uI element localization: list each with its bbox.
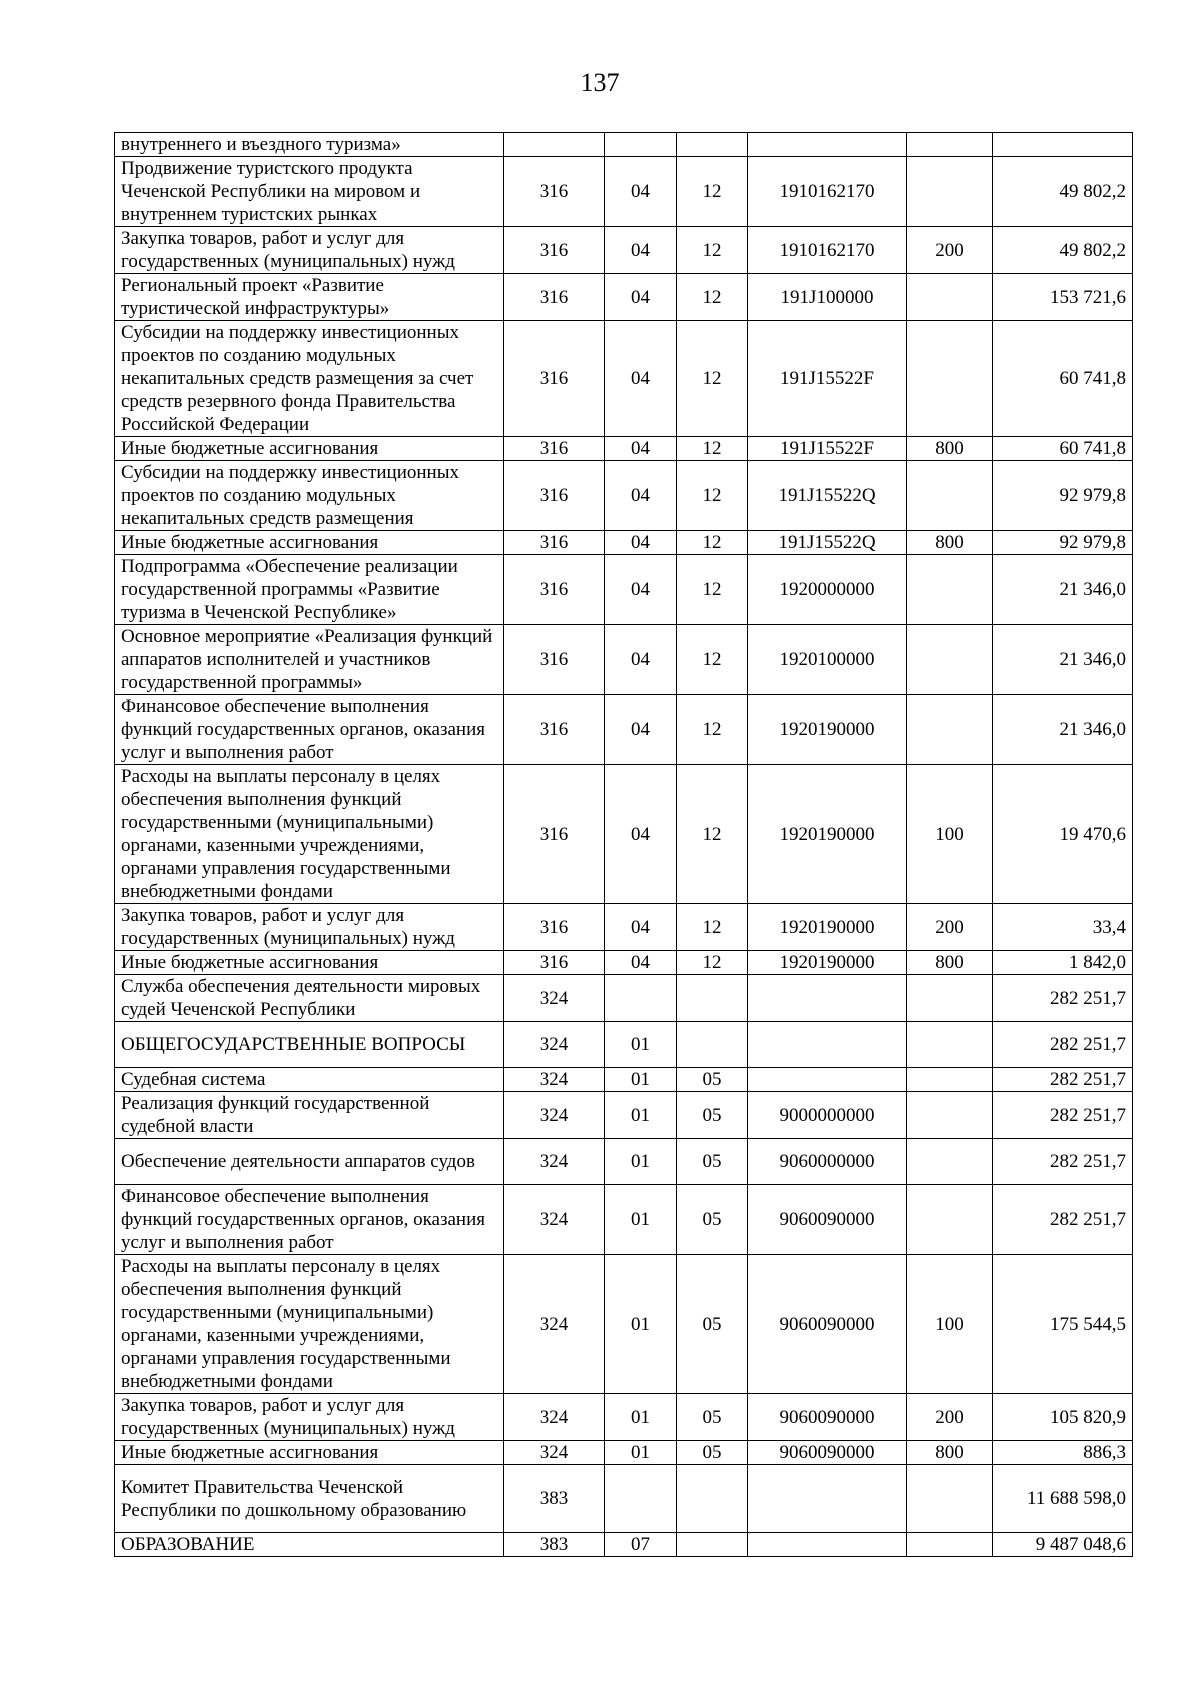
row-target-article: 191J15522F (748, 321, 907, 437)
row-section (605, 1465, 677, 1533)
row-amount (993, 133, 1133, 157)
row-subsection: 12 (677, 461, 748, 531)
row-section: 04 (605, 461, 677, 531)
row-amount: 60 741,8 (993, 437, 1133, 461)
row-subsection (677, 1533, 748, 1557)
table-row (115, 1441, 1133, 1465)
table-row (115, 157, 1133, 227)
row-expense-type (907, 1092, 993, 1139)
row-name: ОБРАЗОВАНИЕ (115, 1533, 504, 1557)
row-section: 04 (605, 555, 677, 625)
row-target-article: 191J15522F (748, 437, 907, 461)
row-expense-type (907, 1022, 993, 1068)
row-amount: 1 842,0 (993, 951, 1133, 975)
row-subsection: 12 (677, 695, 748, 765)
row-target-article: 1920190000 (748, 765, 907, 904)
row-section: 01 (605, 1139, 677, 1185)
row-target-article: 1920190000 (748, 695, 907, 765)
table-row (115, 1255, 1133, 1394)
row-subsection (677, 1465, 748, 1533)
row-target-article: 1910162170 (748, 227, 907, 274)
row-ved: 316 (504, 904, 605, 951)
row-subsection: 05 (677, 1394, 748, 1441)
row-target-article (748, 975, 907, 1022)
row-section: 04 (605, 531, 677, 555)
row-expense-type (907, 1465, 993, 1533)
row-section: 04 (605, 437, 677, 461)
table-row (115, 555, 1133, 625)
row-subsection: 12 (677, 904, 748, 951)
row-target-article: 1920100000 (748, 625, 907, 695)
row-subsection: 05 (677, 1139, 748, 1185)
row-amount: 175 544,5 (993, 1255, 1133, 1394)
row-expense-type: 100 (907, 1255, 993, 1394)
row-ved (504, 133, 605, 157)
row-ved: 383 (504, 1533, 605, 1557)
row-expense-type (907, 461, 993, 531)
row-subsection: 05 (677, 1441, 748, 1465)
row-section (605, 975, 677, 1022)
row-section: 01 (605, 1255, 677, 1394)
row-subsection: 12 (677, 765, 748, 904)
table-row (115, 227, 1133, 274)
table-row (115, 1139, 1133, 1185)
row-name: Служба обеспечения деятельности мировых судей Чеченской Республики (115, 975, 504, 1022)
row-expense-type (907, 321, 993, 437)
row-name: Финансовое обеспечение выполнения функций государственных органов, оказания услуг и выполнения работ (115, 1185, 504, 1255)
row-section: 04 (605, 765, 677, 904)
row-subsection: 12 (677, 531, 748, 555)
row-name: Иные бюджетные ассигнования (115, 437, 504, 461)
row-subsection: 05 (677, 1255, 748, 1394)
row-target-article (748, 1068, 907, 1092)
row-section: 04 (605, 274, 677, 321)
row-subsection: 12 (677, 157, 748, 227)
row-ved: 316 (504, 625, 605, 695)
row-ved: 324 (504, 1255, 605, 1394)
row-name: Региональный проект «Развитие туристической инфраструктуры» (115, 274, 504, 321)
row-name: Закупка товаров, работ и услуг для государственных (муниципальных) нужд (115, 904, 504, 951)
table-row (115, 1533, 1133, 1557)
row-section: 01 (605, 1441, 677, 1465)
row-expense-type: 100 (907, 765, 993, 904)
row-name: Финансовое обеспечение выполнения функций государственных органов, оказания услуг и выполнения работ (115, 695, 504, 765)
row-section: 04 (605, 625, 677, 695)
row-ved: 316 (504, 765, 605, 904)
row-target-article (748, 1465, 907, 1533)
row-amount: 19 470,6 (993, 765, 1133, 904)
row-subsection: 12 (677, 625, 748, 695)
row-expense-type: 200 (907, 1394, 993, 1441)
row-amount: 11 688 598,0 (993, 1465, 1133, 1533)
row-name: Подпрограмма «Обеспечение реализации государственной программы «Развитие туризма в Чеченской Республике» (115, 555, 504, 625)
table-body (115, 133, 1133, 1557)
row-name: Расходы на выплаты персоналу в целях обеспечения выполнения функций государственными (муниципальными) органами, казенными учреждениями, органами управления государственными внебюджетными фондами (115, 1255, 504, 1394)
row-name: Закупка товаров, работ и услуг для государственных (муниципальных) нужд (115, 227, 504, 274)
table-row (115, 461, 1133, 531)
row-name: Расходы на выплаты персоналу в целях обеспечения выполнения функций государственными (муниципальными) органами, казенными учреждениями, органами управления государственными внебюджетными фондами (115, 765, 504, 904)
row-amount: 21 346,0 (993, 695, 1133, 765)
row-amount: 282 251,7 (993, 1092, 1133, 1139)
row-section: 04 (605, 321, 677, 437)
row-amount: 282 251,7 (993, 1139, 1133, 1185)
row-subsection: 12 (677, 437, 748, 461)
row-expense-type (907, 695, 993, 765)
row-name: ОБЩЕГОСУДАРСТВЕННЫЕ ВОПРОСЫ (115, 1022, 504, 1068)
row-ved: 316 (504, 461, 605, 531)
row-target-article: 1920190000 (748, 951, 907, 975)
row-target-article: 191J100000 (748, 274, 907, 321)
row-name: Закупка товаров, работ и услуг для государственных (муниципальных) нужд (115, 1394, 504, 1441)
table-row (115, 274, 1133, 321)
row-subsection: 05 (677, 1185, 748, 1255)
row-amount: 9 487 048,6 (993, 1533, 1133, 1557)
table-row (115, 1185, 1133, 1255)
table-row (115, 951, 1133, 975)
row-ved: 324 (504, 1139, 605, 1185)
row-ved: 316 (504, 274, 605, 321)
row-expense-type (907, 274, 993, 321)
row-subsection: 05 (677, 1092, 748, 1139)
table-row (115, 695, 1133, 765)
row-expense-type (907, 555, 993, 625)
table-row (115, 765, 1133, 904)
row-section: 01 (605, 1185, 677, 1255)
table-row (115, 904, 1133, 951)
row-expense-type (907, 1068, 993, 1092)
row-section: 01 (605, 1394, 677, 1441)
row-target-article (748, 1533, 907, 1557)
row-name: Субсидии на поддержку инвестиционных проектов по созданию модульных некапитальных средств размещения (115, 461, 504, 531)
row-amount: 92 979,8 (993, 531, 1133, 555)
row-amount: 153 721,6 (993, 274, 1133, 321)
table-row (115, 1092, 1133, 1139)
row-subsection: 12 (677, 321, 748, 437)
table-row (115, 975, 1133, 1022)
row-target-article (748, 133, 907, 157)
table-row (115, 133, 1133, 157)
table-row (115, 1394, 1133, 1441)
row-name: внутреннего и въездного туризма» (115, 133, 504, 157)
row-name: Основное мероприятие «Реализация функций аппаратов исполнителей и участников государственной программы» (115, 625, 504, 695)
row-expense-type (907, 157, 993, 227)
table-row (115, 437, 1133, 461)
table-row (115, 531, 1133, 555)
row-ved: 316 (504, 531, 605, 555)
row-ved: 316 (504, 951, 605, 975)
row-ved: 324 (504, 1068, 605, 1092)
row-amount: 49 802,2 (993, 157, 1133, 227)
row-subsection: 12 (677, 951, 748, 975)
row-subsection: 05 (677, 1068, 748, 1092)
row-amount: 21 346,0 (993, 625, 1133, 695)
row-ved: 316 (504, 157, 605, 227)
row-amount: 49 802,2 (993, 227, 1133, 274)
row-amount: 282 251,7 (993, 975, 1133, 1022)
row-ved: 316 (504, 227, 605, 274)
row-subsection: 12 (677, 555, 748, 625)
table-row (115, 1465, 1133, 1533)
row-expense-type (907, 1533, 993, 1557)
row-ved: 324 (504, 975, 605, 1022)
row-amount: 282 251,7 (993, 1068, 1133, 1092)
row-name: Комитет Правительства Чеченской Республики по дошкольному образованию (115, 1465, 504, 1533)
row-target-article: 1920190000 (748, 904, 907, 951)
row-target-article: 191J15522Q (748, 461, 907, 531)
row-name: Судебная система (115, 1068, 504, 1092)
table-row (115, 321, 1133, 437)
row-ved: 316 (504, 321, 605, 437)
row-target-article: 1910162170 (748, 157, 907, 227)
row-amount: 282 251,7 (993, 1185, 1133, 1255)
row-expense-type: 200 (907, 904, 993, 951)
table-row (115, 1022, 1133, 1068)
row-amount: 105 820,9 (993, 1394, 1133, 1441)
row-amount: 886,3 (993, 1441, 1133, 1465)
row-expense-type (907, 975, 993, 1022)
table-row (115, 625, 1133, 695)
row-name: Реализация функций государственной судебной власти (115, 1092, 504, 1139)
row-section: 07 (605, 1533, 677, 1557)
row-section: 01 (605, 1022, 677, 1068)
row-name: Иные бюджетные ассигнования (115, 531, 504, 555)
row-expense-type: 800 (907, 437, 993, 461)
row-expense-type: 800 (907, 1441, 993, 1465)
row-expense-type: 800 (907, 531, 993, 555)
row-ved: 383 (504, 1465, 605, 1533)
row-ved: 316 (504, 695, 605, 765)
row-name: Обеспечение деятельности аппаратов судов (115, 1139, 504, 1185)
row-amount: 60 741,8 (993, 321, 1133, 437)
row-subsection (677, 975, 748, 1022)
row-name: Продвижение туристского продукта Чеченской Республики на мировом и внутреннем туристских рынках (115, 157, 504, 227)
row-section (605, 133, 677, 157)
row-amount: 92 979,8 (993, 461, 1133, 531)
row-section: 04 (605, 951, 677, 975)
row-expense-type: 800 (907, 951, 993, 975)
row-amount: 33,4 (993, 904, 1133, 951)
row-target-article: 9060090000 (748, 1255, 907, 1394)
row-target-article: 9060090000 (748, 1394, 907, 1441)
budget-table (114, 132, 1133, 1557)
row-section: 01 (605, 1092, 677, 1139)
table-row (115, 1068, 1133, 1092)
row-target-article: 9000000000 (748, 1092, 907, 1139)
row-expense-type: 200 (907, 227, 993, 274)
row-expense-type (907, 625, 993, 695)
row-expense-type (907, 1185, 993, 1255)
row-target-article: 191J15522Q (748, 531, 907, 555)
row-ved: 316 (504, 437, 605, 461)
row-amount: 21 346,0 (993, 555, 1133, 625)
row-section: 04 (605, 227, 677, 274)
row-target-article: 9060090000 (748, 1441, 907, 1465)
row-target-article: 9060090000 (748, 1185, 907, 1255)
row-expense-type (907, 133, 993, 157)
row-ved: 324 (504, 1022, 605, 1068)
row-name: Иные бюджетные ассигнования (115, 951, 504, 975)
row-section: 04 (605, 904, 677, 951)
row-ved: 324 (504, 1441, 605, 1465)
row-section: 01 (605, 1068, 677, 1092)
row-target-article: 9060000000 (748, 1139, 907, 1185)
row-name: Иные бюджетные ассигнования (115, 1441, 504, 1465)
row-ved: 316 (504, 555, 605, 625)
row-subsection (677, 133, 748, 157)
row-ved: 324 (504, 1092, 605, 1139)
row-target-article (748, 1022, 907, 1068)
row-subsection (677, 1022, 748, 1068)
row-ved: 324 (504, 1394, 605, 1441)
page-number: 137 (580, 68, 620, 97)
row-name: Субсидии на поддержку инвестиционных проектов по созданию модульных некапитальных средств размещения за счет средств резервного фонда Правительства Российской Федерации (115, 321, 504, 437)
row-expense-type (907, 1139, 993, 1185)
row-section: 04 (605, 695, 677, 765)
row-ved: 324 (504, 1185, 605, 1255)
row-target-article: 1920000000 (748, 555, 907, 625)
row-section: 04 (605, 157, 677, 227)
row-subsection: 12 (677, 227, 748, 274)
row-subsection: 12 (677, 274, 748, 321)
row-amount: 282 251,7 (993, 1022, 1133, 1068)
